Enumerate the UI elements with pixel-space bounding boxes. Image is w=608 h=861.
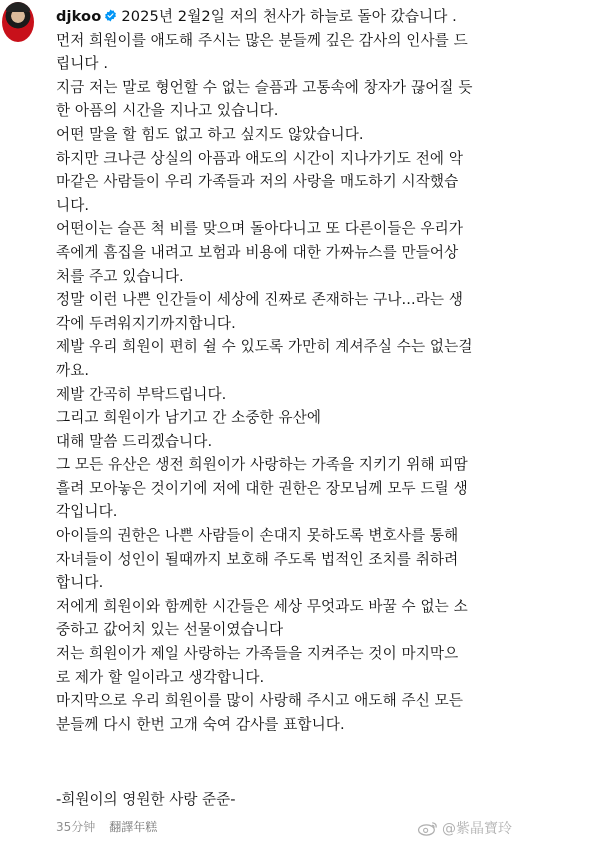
- caption-line: 제발 간곡히 부탁드립니다.: [56, 385, 227, 403]
- caption-line: 니다.: [56, 196, 90, 214]
- watermark-text: @紫晶寶玲: [442, 821, 512, 837]
- caption-line: 마같은 사람들이 우리 가족들과 저의 사랑을 매도하기 시작했습: [56, 173, 459, 191]
- caption-line: 립니다 .: [56, 55, 109, 73]
- caption-line: 먼저 희원이를 애도해 주시는 많은 분들께 깊은 감사의 인사를 드: [56, 31, 468, 49]
- weibo-icon: [417, 820, 439, 836]
- post-caption: [56, 5, 602, 736]
- caption-line: 족에게 흠집을 내려고 보험과 비용에 대한 가짜뉴스를 만들어상: [56, 243, 459, 261]
- user-avatar[interactable]: [2, 2, 34, 42]
- caption-line: 정말 이런 나쁜 인간들이 세상에 진짜로 존재하는 구나...라는 생: [56, 291, 464, 309]
- caption-line: 아이들의 권한은 나쁜 사람들이 손대지 못하도록 변호사를 통해: [56, 527, 459, 545]
- caption-text-first: 2025년 2월2일 저의 천사가 하늘로 돌아 갔습니다 .: [121, 8, 457, 25]
- avatar-hat: [6, 2, 30, 12]
- caption-first-line: [56, 5, 602, 29]
- post-signature: -희원이의 영원한 사랑 준준-: [56, 791, 236, 808]
- caption-line: 하지만 크나큰 상실의 아픔과 애도의 시간이 지나가기도 전에 악: [56, 149, 464, 167]
- weibo-watermark: [417, 818, 512, 838]
- caption-line: 저는 희원이가 제일 사랑하는 가족들을 지켜주는 것이 마지막으: [56, 645, 459, 663]
- post-footer: [56, 818, 157, 835]
- caption-line: 지금 저는 말로 형언할 수 없는 슬픔과 고통속에 창자가 끊어질 듯: [56, 78, 473, 96]
- caption-line: 중하고 값어치 있는 선물이였습니다: [56, 621, 284, 639]
- translate-link[interactable]: 翻譯年糕: [109, 820, 158, 834]
- verified-badge-icon: [104, 9, 117, 22]
- caption-line: 제발 우리 희원이 편히 쉴 수 있도록 가만히 계셔주실 수는 없는걸: [56, 338, 473, 356]
- caption-line: 각에 두려워지기까지합니다.: [56, 314, 236, 332]
- caption-line: 합니다.: [56, 574, 104, 592]
- caption-line: 그리고 희원이가 남기고 간 소중한 유산에: [56, 409, 322, 427]
- caption-line: 처를 주고 있습니다.: [56, 267, 184, 285]
- username-link[interactable]: djkoo: [56, 8, 102, 25]
- caption-line: 까요.: [56, 361, 90, 379]
- caption-line: 어떤 말을 할 힘도 없고 하고 싶지도 않았습니다.: [56, 125, 364, 143]
- caption-line: 로 제가 할 일이라고 생각합니다.: [56, 668, 265, 686]
- caption-body: [56, 29, 602, 737]
- caption-line: 대해 말씀 드리겠습니다.: [56, 432, 213, 450]
- caption-line: 마지막으로 우리 희원이를 많이 사랑해 주시고 애도해 주신 모든: [56, 692, 464, 710]
- caption-line: 분들께 다시 한번 고개 숙여 감사를 표합니다.: [56, 715, 345, 733]
- post-time[interactable]: 35分钟: [56, 820, 96, 834]
- caption-line: 저에게 희원이와 함께한 시간들은 세상 무엇과도 바꿀 수 없는 소: [56, 597, 468, 615]
- caption-line: 한 아픔의 시간을 지나고 있습니다.: [56, 102, 279, 120]
- caption-line: 그 모든 유산은 생전 희원이가 사랑하는 가족을 지키기 위해 피땀: [56, 456, 468, 474]
- caption-line: 자녀들이 성인이 될때까지 보호해 주도록 법적인 조치를 취하려: [56, 550, 459, 568]
- caption-line: 어떤이는 슬픈 척 비를 맞으며 돌아다니고 또 다른이들은 우리가: [56, 220, 464, 238]
- caption-line: 흘려 모아놓은 것이기에 저에 대한 권한은 장모님께 모두 드릴 생: [56, 479, 468, 497]
- caption-line: 각입니다.: [56, 503, 118, 521]
